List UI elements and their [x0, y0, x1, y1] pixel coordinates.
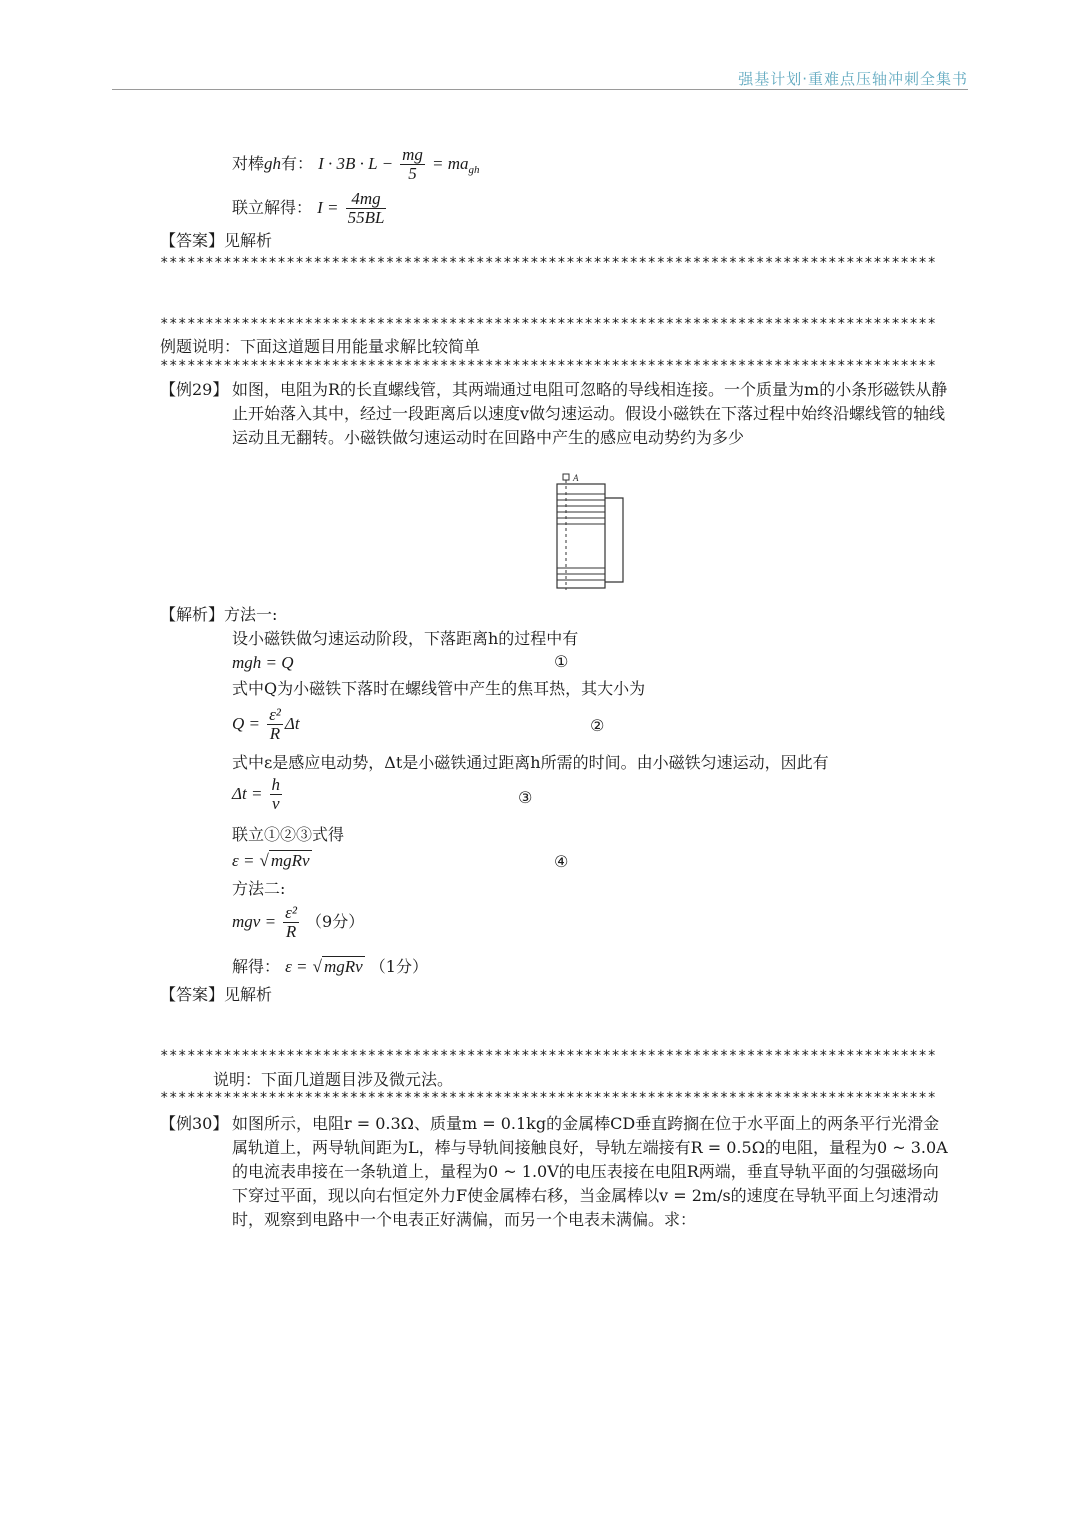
eq-text: 有：: [281, 154, 314, 173]
frac-num: h: [271, 775, 281, 794]
method-1-title: 方法一:: [224, 605, 278, 624]
equation-1-number: ①: [554, 652, 569, 671]
eq-lhs: ε =: [232, 851, 255, 870]
solution-label: [160, 604, 277, 626]
answer-label: 【答案】: [160, 985, 225, 1004]
equation-4: [232, 850, 312, 872]
eq-lhs: Q =: [232, 714, 260, 733]
equation-6: [232, 956, 428, 978]
radicand: mgRv: [323, 957, 363, 976]
separator-stars: **************************************************************************************: [160, 1048, 937, 1064]
label-a: A: [573, 473, 579, 483]
solution-step-3: 式中ε是感应电动势，Δt是小磁铁通过距离h所需的时间。由小磁铁匀速运动，因此有: [232, 753, 829, 772]
equation-1: mgh = Q: [232, 653, 294, 672]
eq-var: gh: [264, 154, 282, 173]
score: （9分）: [306, 912, 365, 931]
fraction: [283, 904, 299, 941]
solution-label-text: 【解析】: [160, 605, 225, 624]
equation-5: [232, 904, 364, 941]
eq-lhs: Δt =: [232, 784, 263, 803]
frac-den: 55BL: [347, 208, 385, 227]
coil-turns-top: [557, 494, 605, 524]
connecting-wire: [605, 498, 623, 582]
frac-num: mg: [402, 145, 423, 164]
prev-answer: [160, 230, 272, 252]
running-header: 强基计划·重难点压轴冲刺全集书: [738, 70, 968, 88]
fraction: [267, 706, 283, 743]
example-29-label: 【例29】: [160, 380, 229, 399]
eq-text: 联立解得：: [232, 198, 313, 217]
example-30-label: 【例30】: [160, 1114, 229, 1133]
sqrt-sign: √: [259, 851, 269, 870]
eq-expr: = ma: [432, 154, 469, 173]
eq-expr: I =: [317, 198, 339, 217]
prev-equation-1: [232, 146, 480, 183]
method-2-title: 方法二:: [232, 879, 286, 898]
example-29-text: 如图，电阻为R的长直螺线管，其两端通过电阻可忽略的导线相连接。一个质量为m的小条形磁铁从静止开始落入其中，经过一段距离后以速度v做匀速运动。假设小磁铁在下落过程中始终沿螺线管的轴线运动且无翻转。小磁铁做匀速运动时在回路中产生的感应电动势约为多少: [232, 380, 948, 447]
magnet-a: [563, 474, 569, 480]
coil-turns-bottom: [557, 568, 605, 580]
frac-num: 4mg: [346, 190, 387, 209]
answer-text: 见解析: [224, 985, 273, 1004]
solution-step-4: 联立①②③式得: [232, 825, 345, 844]
eq-expr: I · 3B · L −: [318, 154, 394, 173]
prev-equation-2: [232, 190, 388, 227]
score: （1分）: [369, 957, 428, 976]
eq-lhs: ε =: [285, 957, 308, 976]
equation-4-number: ④: [554, 852, 569, 871]
sqrt-sign: √: [312, 957, 322, 976]
frac-num: ε²: [269, 705, 281, 724]
solenoid-figure: [555, 470, 630, 598]
example-30-text: 如图所示，电阻r = 0.3Ω、质量m = 0.1kg的金属棒CD垂直跨搁在位于水平面上的两条平行光滑金属轨道上，两导轨间距为L，棒与导轨间接触良好，导轨左端接有R = 0.5Ω的电阻，量程为0 ~ 3.0A的电流表串接在一条轨道上，量程为0 ~ 1.0V的电压表接在电阻R两端，垂直导轨平面的匀强磁场向下穿过平面，现以向右恒定外力F使金属棒右移，当金属棒以v = 2m/s的速度在导轨平面上匀速滑动时，观察到电路中一个电表正好满偏，而另一个电表未满偏。求：: [232, 1114, 948, 1229]
separator-stars: **************************************************************************************: [160, 255, 937, 271]
eq-rhs: Δt: [284, 714, 300, 733]
solution-answer: [160, 984, 272, 1006]
frac-den: R: [269, 724, 281, 743]
note-1: 例题说明：下面这道题目用能量求解比较简单: [160, 337, 481, 356]
separator-stars: **************************************************************************************: [160, 358, 937, 374]
separator-stars: **************************************************************************************: [160, 1090, 937, 1106]
fraction: [346, 190, 387, 227]
fraction: [400, 146, 425, 183]
frac-num: ε²: [285, 903, 297, 922]
equation-2-number: ②: [590, 716, 605, 735]
solution-step-2: 式中Q为小磁铁下落时在螺线管中产生的焦耳热，其大小为: [232, 679, 646, 698]
frac-den: R: [285, 922, 297, 941]
subscript: gh: [468, 164, 480, 177]
equation-2: [232, 706, 300, 743]
header-rule: [112, 89, 968, 90]
radicand: mgRv: [270, 851, 310, 870]
note-2: 说明：下面几道题目涉及微元法。: [213, 1070, 454, 1089]
solution-step-1: 设小磁铁做匀速运动阶段，下落距离h的过程中有: [232, 629, 579, 648]
frac-den: 5: [408, 164, 417, 183]
equation-3: [232, 776, 284, 813]
eq-text: 解得：: [232, 957, 281, 976]
separator-stars: **************************************************************************************: [160, 316, 937, 332]
answer-text: 见解析: [224, 231, 273, 250]
eq-lhs: mgv =: [232, 912, 277, 931]
frac-den: v: [272, 794, 280, 813]
answer-label: 【答案】: [160, 231, 225, 250]
eq-text: 对棒: [232, 154, 265, 173]
fraction: [270, 776, 283, 813]
equation-3-number: ③: [518, 788, 533, 807]
